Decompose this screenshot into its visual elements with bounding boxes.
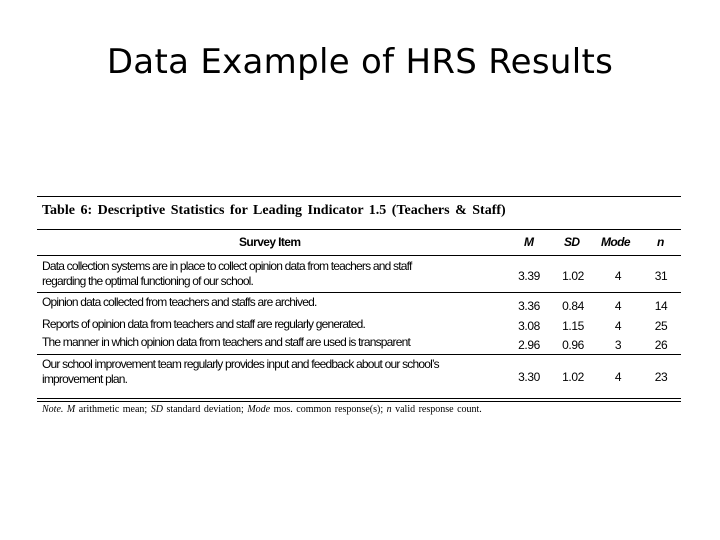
table-row-1-n: 31 bbox=[654, 269, 668, 283]
table-row-2-mean: 3.36 bbox=[518, 299, 540, 313]
table-row-5-n: 23 bbox=[654, 370, 668, 384]
table-row-5-item bbox=[42, 357, 439, 387]
table-row-1-mean: 3.39 bbox=[518, 269, 540, 283]
table-row-2-n: 14 bbox=[654, 299, 668, 313]
table-row-1-sd: 1.02 bbox=[562, 269, 584, 283]
table-row-4-mode: 3 bbox=[614, 338, 622, 352]
note-sd-definition: standard deviation; bbox=[166, 404, 244, 415]
table-row-3-item: Reports of opinion data from teachers and staff are regularly generated. bbox=[42, 317, 366, 331]
table-caption: Table 6: Descriptive Statistics for Leading Indicator 1.5 (Teachers & Staff) bbox=[42, 203, 506, 218]
table-row-1-item-line-1: Data collection systems are in place to collect opinion data from teachers and staff bbox=[42, 259, 412, 273]
header-mean: M bbox=[524, 235, 534, 249]
table-row-1-item bbox=[42, 259, 411, 289]
table-row-4-sd: 0.96 bbox=[562, 338, 584, 352]
header-mode: Mode bbox=[601, 235, 630, 249]
note-label: Note. bbox=[42, 404, 64, 415]
table-row-5-sd: 1.02 bbox=[562, 370, 584, 384]
row-4-divider bbox=[37, 354, 681, 355]
table-row-3-sd: 1.15 bbox=[562, 319, 584, 333]
table-bottom-rule bbox=[37, 398, 681, 399]
table-row-3-n: 25 bbox=[654, 319, 668, 333]
table-row-5-item-line-1: Our school improvement team regularly provides input and feedback about our school’s bbox=[42, 357, 439, 371]
row-1-divider bbox=[37, 292, 681, 293]
note-m-definition: arithmetic mean; bbox=[78, 404, 148, 415]
header-top-rule bbox=[37, 229, 681, 230]
table-row-2-item: Opinion data collected from teachers and staffs are archived. bbox=[42, 295, 317, 309]
note-sd-symbol: SD bbox=[150, 404, 163, 415]
table-row-5-mode: 4 bbox=[614, 370, 622, 384]
header-n: n bbox=[657, 235, 664, 249]
statistics-table bbox=[37, 196, 681, 415]
table-note bbox=[42, 404, 482, 415]
table-row-4-n: 26 bbox=[654, 338, 668, 352]
table-row-1-item-line-2: regarding the optimal functioning of our school. bbox=[42, 274, 254, 288]
table-row-5-item-line-2: improvement plan. bbox=[42, 372, 128, 386]
note-m-symbol: M bbox=[66, 404, 76, 415]
note-n-definition: valid response count. bbox=[395, 404, 482, 415]
header-survey-item: Survey Item bbox=[239, 235, 301, 249]
header-bottom-rule bbox=[37, 255, 681, 256]
note-mode-symbol: Mode bbox=[247, 404, 271, 415]
table-row-3-mode: 4 bbox=[614, 319, 622, 333]
table-row-3-mean: 3.08 bbox=[518, 319, 540, 333]
note-mode-definition: mos. common response(s); bbox=[273, 404, 384, 415]
table-row-4-item: The manner in which opinion data from teachers and staff are used is transparent bbox=[42, 335, 411, 349]
table-row-4-mean: 2.96 bbox=[518, 338, 540, 352]
table-row-2-mode: 4 bbox=[614, 299, 622, 313]
slide-title: Data Example of HRS Results bbox=[106, 42, 614, 82]
table-row-5-mean: 3.30 bbox=[518, 370, 540, 384]
table-row-1-mode: 4 bbox=[614, 269, 622, 283]
table-row-2-sd: 0.84 bbox=[562, 299, 584, 313]
header-sd: SD bbox=[564, 235, 580, 249]
note-n-symbol: n bbox=[386, 404, 392, 415]
